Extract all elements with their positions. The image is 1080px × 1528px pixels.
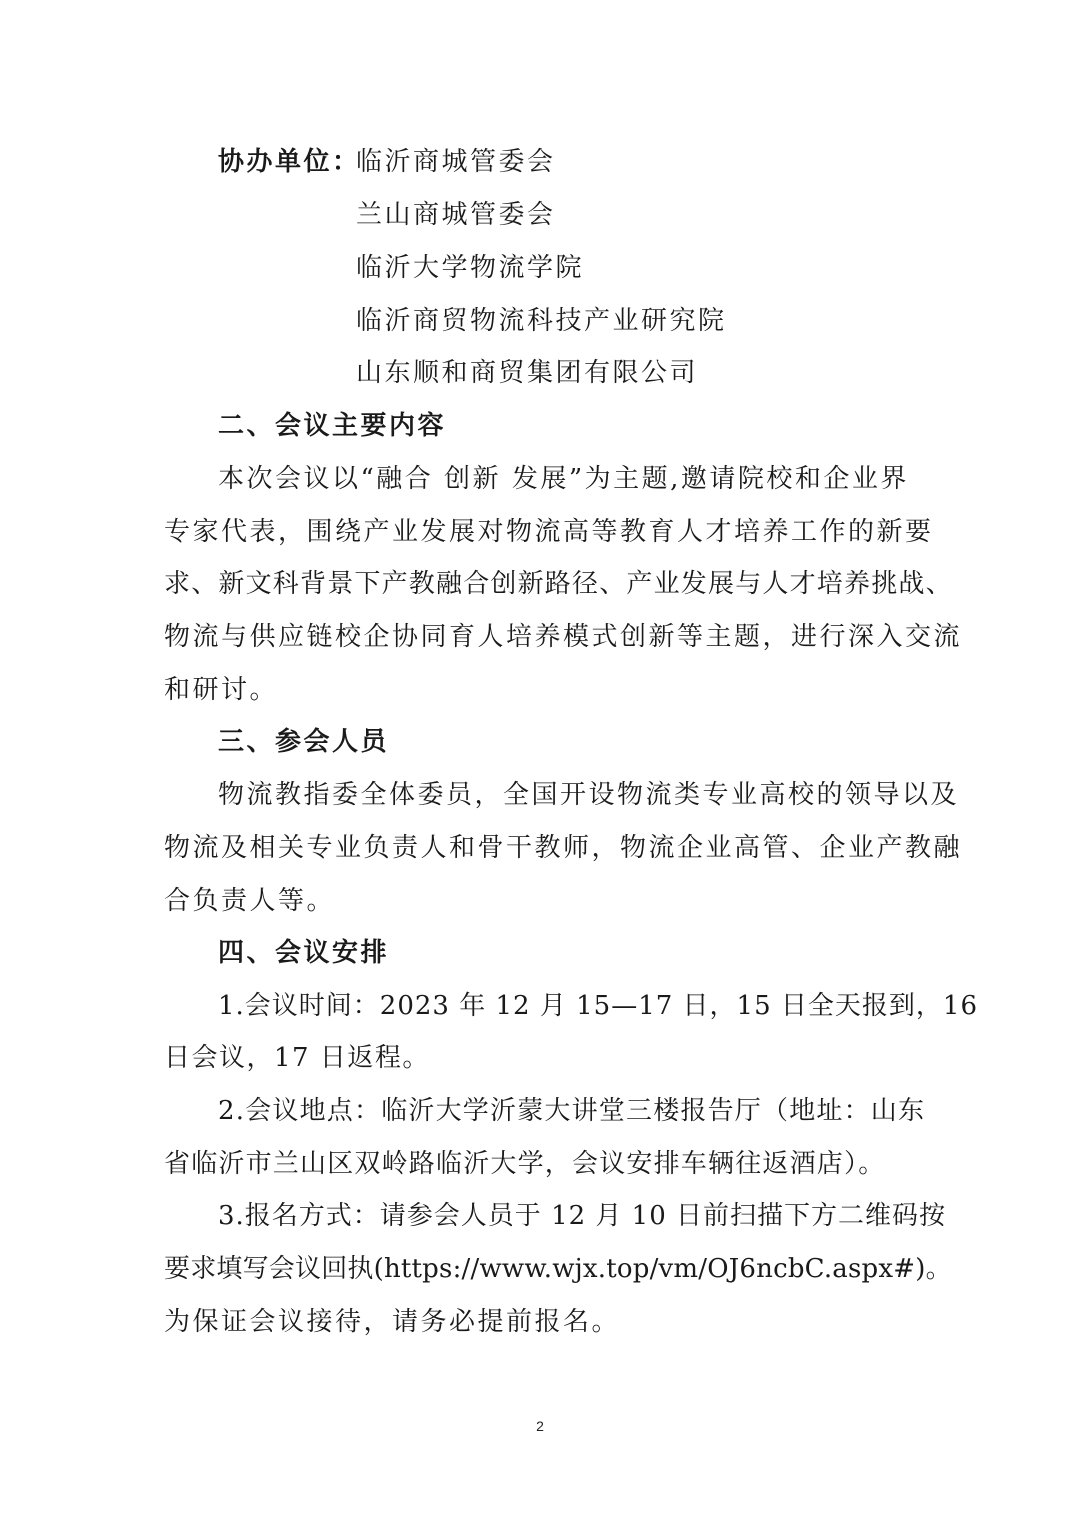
section-heading-arrangement: 四、会议安排 xyxy=(218,938,390,968)
paragraph-line: 专家代表，围绕产业发展对物流高等教育人才培养工作的新要 xyxy=(164,517,934,547)
meeting-venue-line: 省临沂市兰山区双岭路临沂大学，会议安排车辆往返酒店）。 xyxy=(164,1149,886,1179)
co-organizer-item: 临沂商贸物流科技产业研究院 xyxy=(356,306,727,336)
paragraph-line: 物流与供应链校企协同育人培养模式创新等主题，进行深入交流 xyxy=(164,622,963,652)
paragraph-line: 求、新文科背景下产教融合创新路径、产业发展与人才培养挑战、 xyxy=(164,569,953,599)
paragraph-line: 物流教指委全体委员，全国开设物流类专业高校的领导以及 xyxy=(218,780,960,810)
meeting-time-line: 1.会议时间：2023 年 12 月 15—17 日，15 日全天报到，16 xyxy=(218,991,978,1021)
section-heading-attendees: 三、参会人员 xyxy=(218,727,390,757)
page-number: 2 xyxy=(536,1418,544,1434)
registration-line: 要求填写会议回执(https://www.wjx.top/vm/OJ6ncbC.aspx#)。 xyxy=(164,1254,952,1284)
paragraph-line: 物流及相关专业负责人和骨干教师，物流企业高管、企业产教融 xyxy=(164,833,963,863)
co-organizer-item: 临沂大学物流学院 xyxy=(356,253,585,283)
section-heading-content: 二、会议主要内容 xyxy=(218,411,447,441)
co-organizer-item: 山东顺和商贸集团有限公司 xyxy=(356,358,699,388)
meeting-time-line: 日会议，17 日返程。 xyxy=(164,1043,430,1073)
paragraph-line: 本次会议以“融合 创新 发展”为主题,邀请院校和企业界 xyxy=(218,464,909,494)
registration-line: 3.报名方式：请参会人员于 12 月 10 日前扫描下方二维码按 xyxy=(218,1201,947,1231)
co-organizers-label: 协办单位： xyxy=(218,147,361,177)
registration-line: 为保证会议接待，请务必提前报名。 xyxy=(164,1307,621,1337)
meeting-venue-line: 2.会议地点：临沂大学沂蒙大讲堂三楼报告厅（地址：山东 xyxy=(218,1096,926,1126)
co-organizer-item: 临沂商城管委会 xyxy=(356,147,556,177)
paragraph-line: 和研讨。 xyxy=(164,675,279,705)
paragraph-line: 合负责人等。 xyxy=(164,886,336,916)
co-organizer-item: 兰山商城管委会 xyxy=(356,200,556,230)
